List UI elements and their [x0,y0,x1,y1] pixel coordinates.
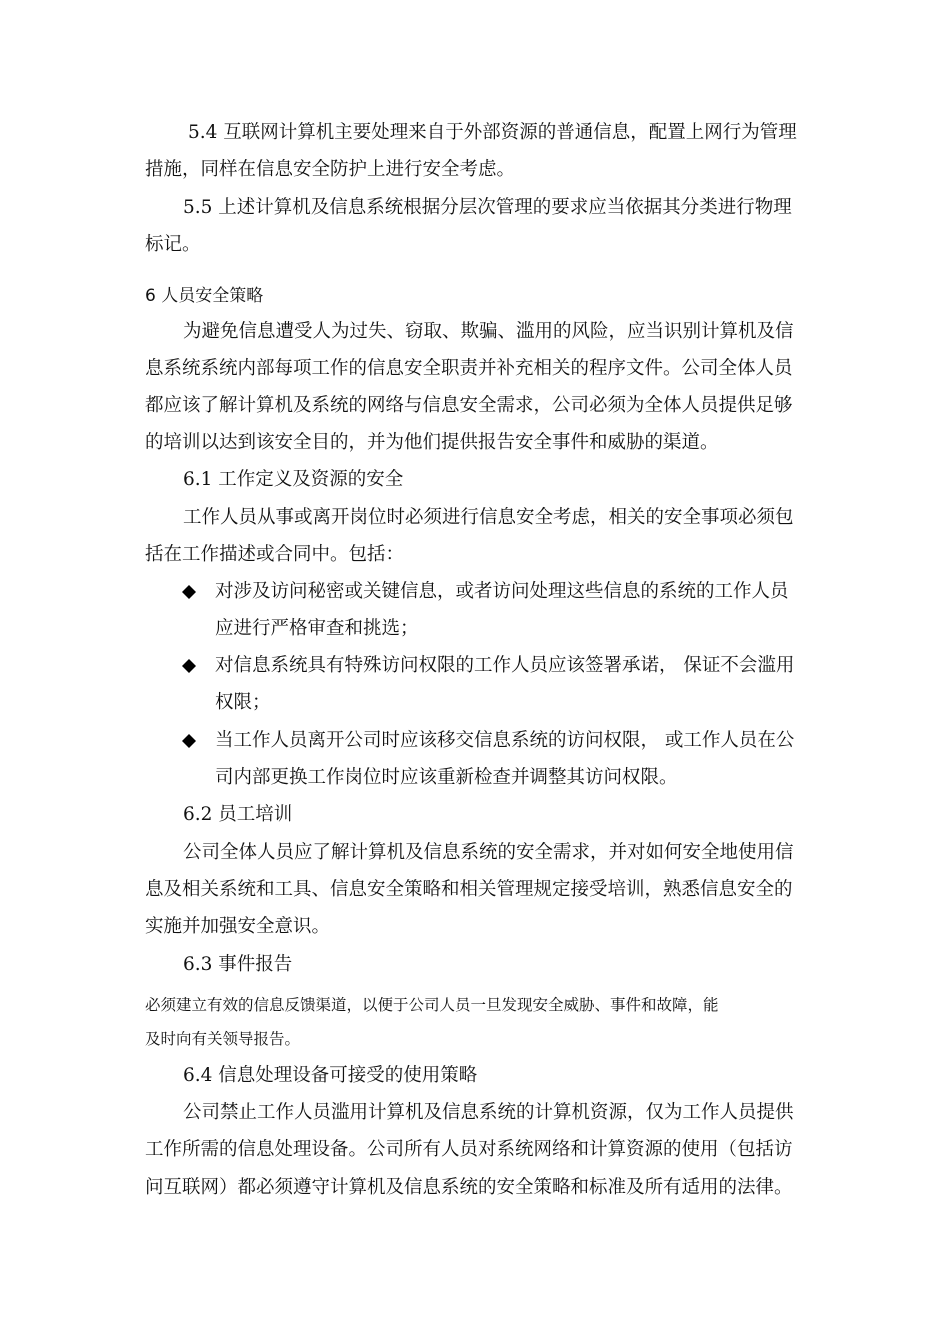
s62-line-1: 公司全体人员应了解计算机及信息系统的安全需求，并对如何安全地使用信 [183,842,794,863]
s61-line-1: 工作人员从事或离开岗位时必须进行信息安全考虑，相关的安全事项必须包 [183,507,794,528]
para-5-4-line-1: 5.4 互联网计算机主要处理来自于外部资源的普通信息，配置上网行为管理 [188,122,797,143]
section-6-heading: 6 人员安全策略 [145,286,264,306]
diamond-bullet-icon [182,585,196,599]
subsection-6-3-title: 6.3 事件报告 [183,954,293,975]
subsection-6-4-title: 6.4 信息处理设备可接受的使用策略 [183,1065,478,1086]
diamond-bullet-icon [182,659,196,673]
bullet-3-line-2: 司内部更换工作岗位时应该重新检查并调整其访问权限。 [215,767,678,788]
s64-line-1: 公司禁止工作人员滥用计算机及信息系统的计算机资源，仅为工作人员提供 [183,1102,794,1123]
s62-line-3: 实施并加强安全意识。 [145,916,331,937]
para-5-5-line-1: 5.5 上述计算机及信息系统根据分层次管理的要求应当依据其分类进行物理 [183,197,792,218]
intro-line-4: 的培训以达到该安全目的，并为他们提供报告安全事件和威胁的渠道。 [145,432,719,453]
s63-line-1: 必须建立有效的信息反馈渠道，以便于公司人员一旦发现安全威胁、事件和故障，能 [145,996,719,1014]
bullet-3-line-1: 当工作人员离开公司时应该移交信息系统的访问权限， 或工作人员在公 [215,730,795,751]
intro-line-3: 都应该了解计算机及系统的网络与信息安全需求，公司必须为全体人员提供足够 [145,395,793,416]
s64-line-2: 工作所需的信息处理设备。公司所有人员对系统网络和计算资源的使用（包括访 [145,1139,793,1160]
subsection-6-1-title: 6.1 工作定义及资源的安全 [183,469,404,490]
bullet-2-line-1: 对信息系统具有特殊访问权限的工作人员应该签署承诺， 保证不会滥用 [215,655,795,676]
s62-line-2: 息及相关系统和工具、信息安全策略和相关管理规定接受培训，熟悉信息安全的 [145,879,793,900]
intro-line-2: 息系统系统内部每项工作的信息安全职责并补充相关的程序文件。公司全体人员 [145,358,793,379]
bullet-1-line-2: 应进行严格审查和挑选； [215,618,419,639]
para-5-4-line-2: 措施，同样在信息安全防护上进行安全考虑。 [145,159,516,180]
diamond-bullet-icon [182,734,196,748]
subsection-6-2-title: 6.2 员工培训 [183,804,293,825]
bullet-2-line-2: 权限； [215,692,271,713]
bullet-1-line-1: 对涉及访问秘密或关键信息，或者访问处理这些信息的系统的工作人员 [215,581,789,602]
s61-line-2: 括在工作描述或合同中。包括： [145,544,405,565]
intro-line-1: 为避免信息遭受人为过失、窃取、欺骗、滥用的风险，应当识别计算机及信 [183,321,794,342]
s64-line-3: 问互联网）都必须遵守计算机及信息系统的安全策略和标准及所有适用的法律。 [145,1177,793,1198]
para-5-5-line-2: 标记。 [145,234,201,255]
s63-line-2: 及时向有关领导报告。 [145,1030,301,1048]
